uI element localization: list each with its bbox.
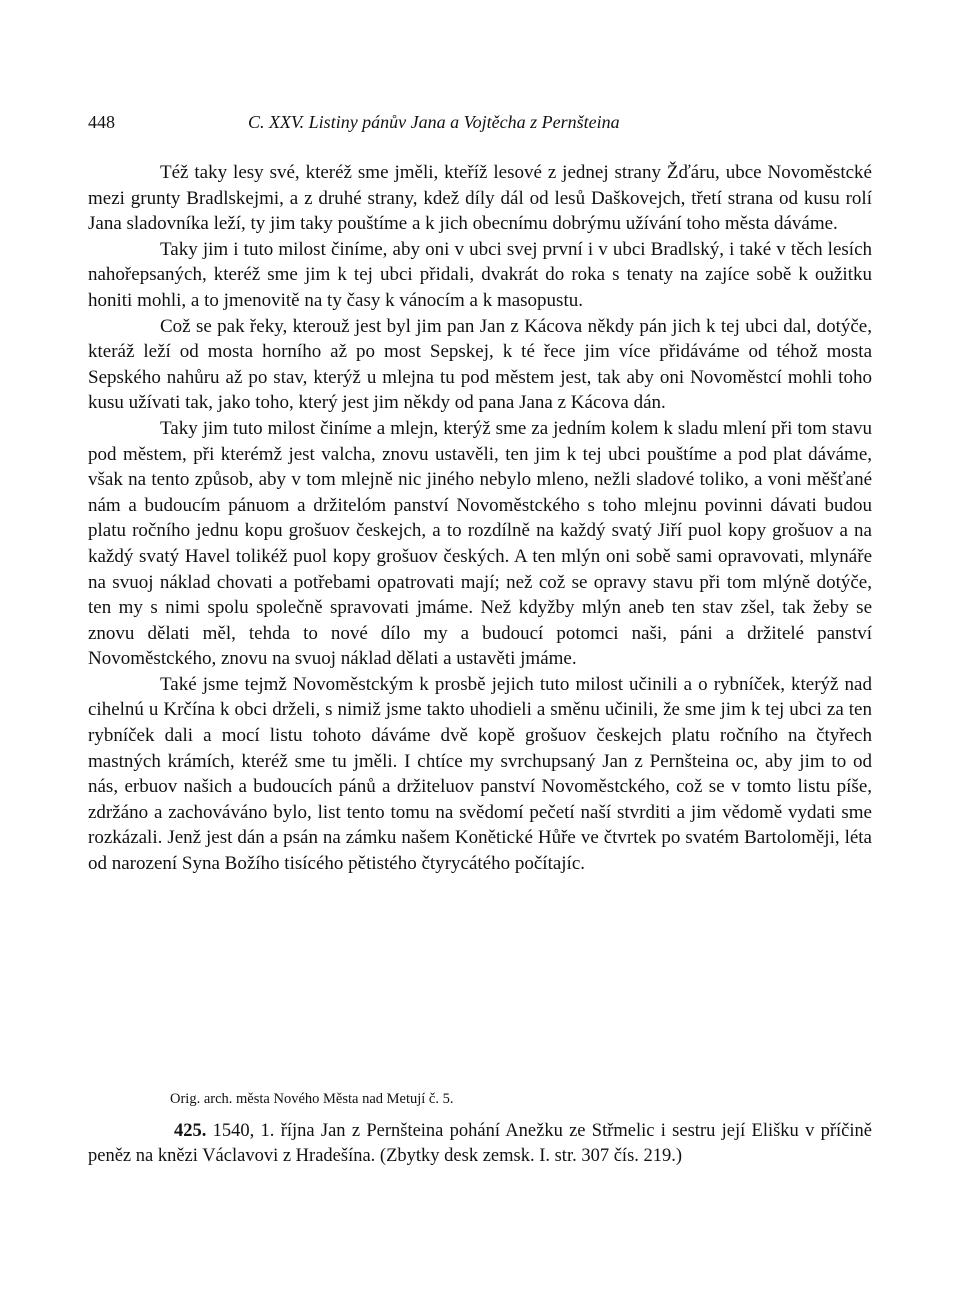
regest-text: 1540, 1. října Jan z Pernšteina pohání Anežku ze Střmelic i sestru její Elišku v příčině peněz na knězi Václavovi z Hradešína. (Zbytky desk zemsk. I. str. 307 čís. 219.) bbox=[88, 1121, 872, 1166]
body-text bbox=[88, 160, 872, 877]
running-head: C. XXV. Listiny pánův Jana a Vojtěcha z Pernšteina bbox=[248, 112, 620, 132]
paragraph: Což se pak řeky, kterouž jest byl jim pan Jan z Kácova někdy pán jich k tej ubci dal, dotýče, kteráž leží od mosta horního až po most Sepskej, k té řece jim více přidáváme od téhož mosta Sepského nahůru až po stav, kterýž u mlejna tu pod městem jest, tak aby oni Novoměstcí mohli toho kusu užívati tak, jako toho, který jest jim někdy od pana Jana z Kácova dán. bbox=[88, 315, 872, 414]
page-number: 448 bbox=[88, 112, 115, 132]
paragraph: Též taky lesy své, kteréž sme jměli, kteříž lesové z jednej strany Žďáru, ubce Novoměstcké mezi grunty Bradlskejmi, a z druhé strany, kdež díly dál od lesů Daškovejch, třetí strana od kusu rolí Jana sladovníka leží, ty jim taky pouštíme a k jich obecnímu dobrýmu užívání toho města dáváme. bbox=[88, 162, 872, 235]
source-note: Orig. arch. města Nového Města nad Metují č. 5. bbox=[170, 1091, 454, 1107]
paragraph: Taky jim tuto milost činíme a mlejn, kterýž sme za jedním kolem k sladu mlení při tom stavu pod městem, při kterémž jest valcha, znovu ustavěli, ten jim k tej ubci pouštíme a pod plat dáváme, však na tento způsob, aby v tom mlejně nic jiného nebylo mleno, nežli sladové toliko, a voni měšťané nám a budoucím pánuom a držitelóm panství Novoměstckého s toho mlejnu povinni dávati budou platu ročního jednu kopu grošuov českejch, a to rozdílně na každý svatý Jiří puol kopy grošuov a na každý svatý Havel tolikéž puol kopy grošuov českých. A ten mlýn oni sobě sami opravovati, mlynáře na svuoj náklad chovati a potřebami opatrovati mají; než což se opravy stavu při tom mlýně dotýče, ten my s nimi spolu společně spravovati jmáme. Než kdyžby mlýn aneb ten stav zšel, tak žeby se znovu dělati měl, tehda to nové dílo my a budoucí potomci naši, páni a držitelé panství Novoměstckého, znovu na svuoj náklad dělati a ustavěti jmáme. bbox=[88, 417, 872, 670]
regest-entry bbox=[88, 1119, 872, 1169]
paragraph: Taky jim i tuto milost činíme, aby oni v ubci svej první i v ubci Bradlský, i také v těch lesích nahořepsaných, kteréž sme jim k tej ubci přidali, dvakrát do roka s tenaty na zajíce sobě k oužitku honiti mohli, a to jmenovitě na ty časy k vánocím a k masopustu. bbox=[88, 238, 872, 311]
paragraph: Také jsme tejmž Novoměstckým k prosbě jejich tuto milost učinili a o rybníček, kterýž nad cihelnú u Krčína k obci drželi, s nimiž jsme takto uhodieli a směnu učinili, že sme jim k tej ubci za ten rybníček dali a mocí listu tohoto dáváme dvě kopě grošuov českejch platu ročního na čtyřech mastných krámích, kteréž sme tu jměli. I chtíce my svrchupsaný Jan z Pernšteina oc, aby jim to od nás, erbuov našich a budoucích pánů a držiteluov panství Novoměstckého, což se v tomto listu píše, zdržáno a zachováváno bylo, list tento tomu na svědomí pečetí naší stvrditi a jim vědomě vydati sme rozkázali. Jenž jest dán a psán na zámku našem Konětické Hůře ve čtvrtek po svatém Bartoloměji, léta od narození Syna Božího tisícého pětistého čtyrycátého počítajíc. bbox=[88, 673, 872, 875]
page-header bbox=[88, 112, 872, 138]
regest-number: 425. bbox=[174, 1121, 207, 1141]
